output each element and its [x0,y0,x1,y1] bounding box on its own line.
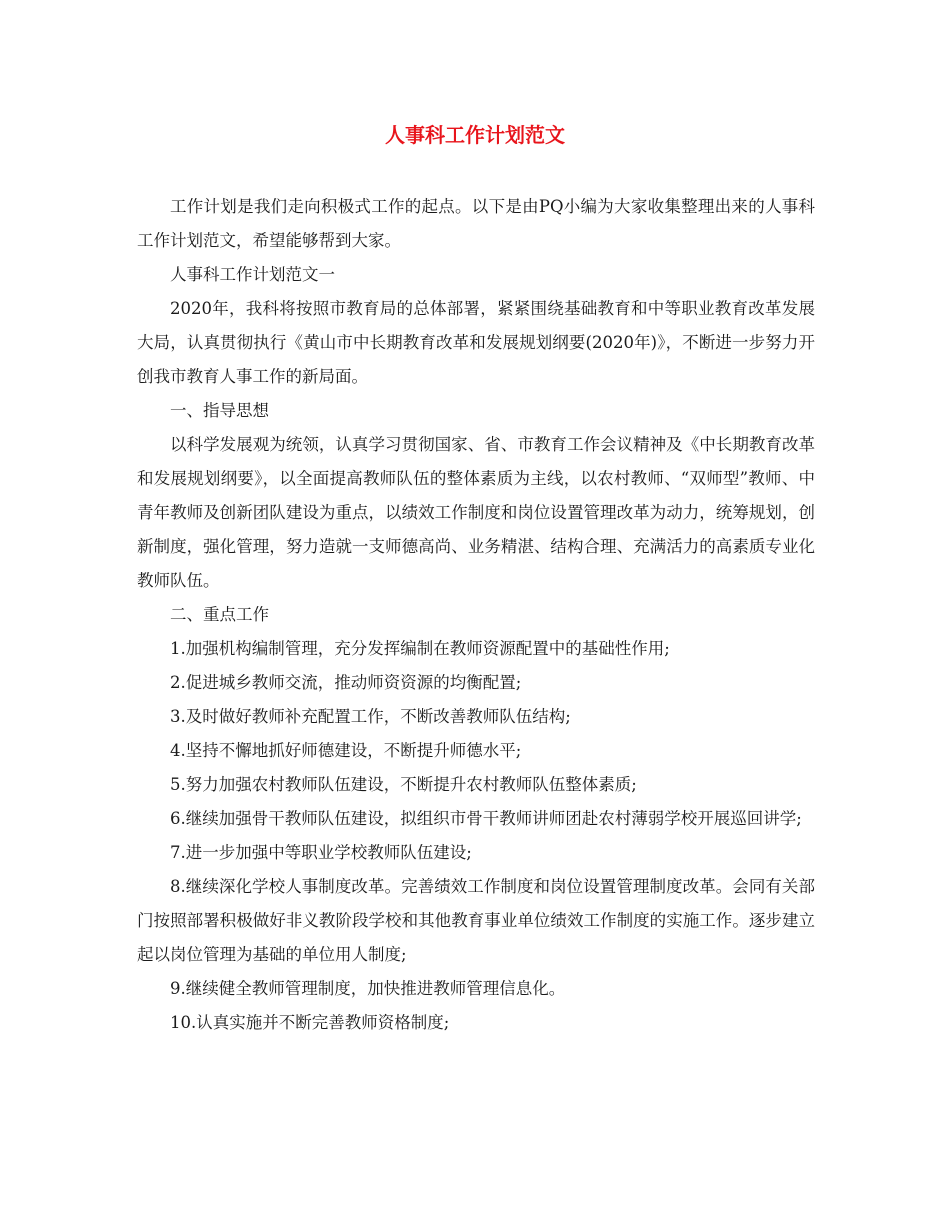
list-item: 6.继续加强骨干教师队伍建设，拟组织市骨干教师讲师团赴农村薄弱学校开展巡回讲学; [170,809,802,828]
list-item: 8.继续深化学校人事制度改革。完善绩效工作制度和岗位设置管理制度改革。会同有关部门按照部署积极做好非义教阶段学校和其他教育事业单位绩效工作制度的实施工作。逐步建立起以岗位管理为基础的单位用人制度; [137,877,815,964]
list-item: 4.坚持不懈地抓好师德建设，不断提升师德水平; [170,741,522,760]
paragraph-overview: 2020年，我科将按照市教育局的总体部署，紧紧围绕基础教育和中等职业教育改革发展大局，认真贯彻执行《黄山市中长期教育改革和发展规划纲要(2020年)》，不断进一步努力开创我市教育人事工作的新局面。 [137,299,815,386]
list-item: 7.进一步加强中等职业学校教师队伍建设; [170,843,472,862]
document-body [137,190,815,1040]
paragraph-guiding-ideology: 以科学发展观为统领，认真学习贯彻国家、省、市教育工作会议精神及《中长期教育改革和发展规划纲要》，以全面提高教师队伍的整体素质为主线，以农村教师、“双师型”教师、中青年教师及创新团队建设为重点，以绩效工作制度和岗位设置管理改革为动力，统筹规划，创新制度，强化管理，努力造就一支师德高尚、业务精湛、结构合理、充满活力的高素质专业化教师队伍。 [137,435,815,590]
document-title: 人事科工作计划范文 [385,123,565,147]
list-item: 10.认真实施并不断完善教师资格制度; [170,1013,450,1032]
list-item: 2.促进城乡教师交流，推动师资资源的均衡配置; [170,673,522,692]
list-item: 1.加强机构编制管理，充分发挥编制在教师资源配置中的基础性作用; [170,639,670,658]
section-heading-guiding-ideology: 一、指导思想 [170,401,269,420]
paragraph-intro: 工作计划是我们走向积极式工作的起点。以下是由PQ小编为大家收集整理出来的人事科工作计划范文，希望能够帮到大家。 [137,197,815,250]
list-item: 5.努力加强农村教师队伍建设，不断提升农村教师队伍整体素质; [170,775,637,794]
list-item: 9.继续健全教师管理制度，加快推进教师管理信息化。 [170,979,566,998]
list-item: 3.及时做好教师补充配置工作，不断改善教师队伍结构; [170,707,571,726]
paragraph-heading-sample-one: 人事科工作计划范文一 [170,265,335,284]
section-heading-key-work: 二、重点工作 [170,605,269,624]
